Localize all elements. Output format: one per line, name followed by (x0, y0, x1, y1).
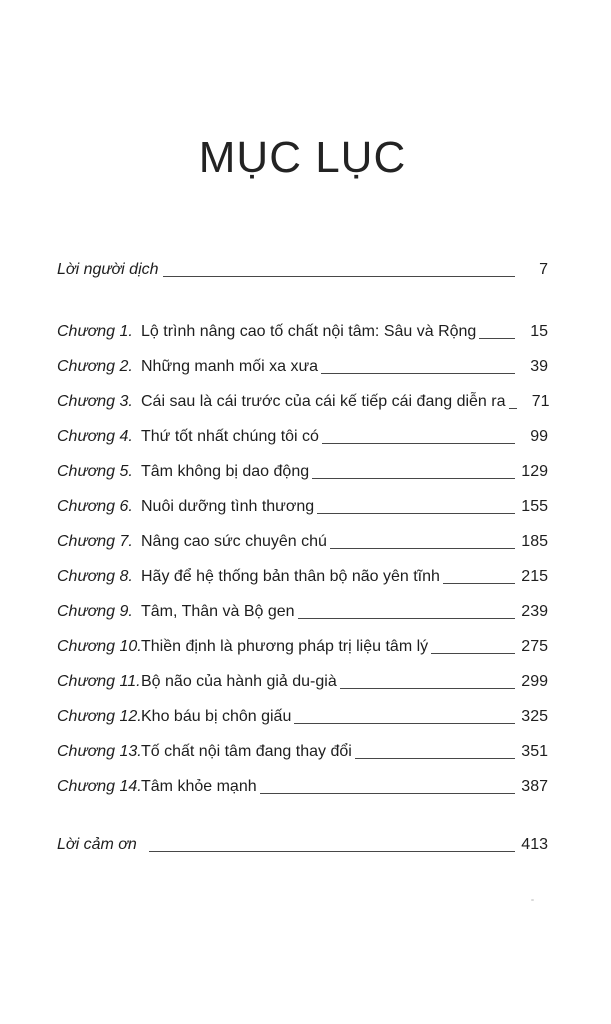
dot-leader (163, 276, 515, 277)
chapter-label: Chương 1. (57, 323, 133, 340)
dot-leader (294, 723, 515, 724)
chapter-label: Chương 14. (57, 778, 142, 795)
dot-leader (312, 478, 515, 479)
toc-entry (57, 742, 548, 762)
toc-entry (57, 672, 548, 692)
page-number: 15 (530, 323, 548, 340)
dot-leader (317, 513, 515, 514)
toc-entry (57, 707, 548, 727)
page-number: 155 (521, 498, 548, 515)
page-number: 39 (530, 358, 548, 375)
chapter-label: Chương 7. (57, 533, 133, 550)
dot-leader (355, 758, 515, 759)
toc-entry-back (57, 835, 548, 855)
chapter-label: Chương 4. (57, 428, 133, 445)
page-number: 413 (521, 836, 548, 853)
chapter-label: Chương 12. (57, 708, 142, 725)
front-matter-label: Lời người dịch (57, 261, 159, 278)
toc-entry (57, 777, 548, 797)
dot-leader (479, 338, 515, 339)
page-number: 215 (521, 568, 548, 585)
chapter-title: Những manh mối xa xưa (141, 358, 319, 375)
dot-leader (340, 688, 515, 689)
chapter-list (57, 322, 548, 797)
page-number: 7 (539, 261, 548, 278)
toc-entry (57, 322, 548, 342)
page-title: MỤC LỤC (198, 133, 407, 182)
chapter-title: Tâm không bị dao động (141, 463, 310, 480)
dot-leader (443, 583, 515, 584)
chapter-title: Hãy để hệ thống bản thân bộ não yên tĩnh (141, 568, 440, 585)
dot-leader (322, 443, 515, 444)
toc-entry (57, 567, 548, 587)
page-number: 185 (521, 533, 548, 550)
chapter-label: Chương 8. (57, 568, 133, 585)
chapter-label: Chương 9. (57, 603, 133, 620)
chapter-title: Thứ tốt nhất chúng tôi có (141, 428, 319, 445)
page-number: 129 (521, 463, 548, 480)
chapter-title: Cái sau là cái trước của cái kế tiếp cái đang diễn ra (141, 393, 506, 410)
chapter-label: Chương 11. (57, 673, 141, 690)
dot-leader (149, 851, 515, 852)
dot-leader (321, 373, 515, 374)
scan-speck (531, 899, 534, 901)
chapter-label: Chương 6. (57, 498, 133, 515)
toc-entry (57, 357, 548, 377)
chapter-title: Tâm, Thân và Bộ gen (141, 603, 295, 620)
page-number: 387 (521, 778, 548, 795)
page-number: 325 (521, 708, 548, 725)
toc-entry (57, 637, 548, 657)
page-number: 275 (521, 638, 548, 655)
chapter-title: Nâng cao sức chuyên chú (141, 533, 327, 550)
back-matter-label: Lời cảm ơn (57, 836, 137, 853)
toc-entry (57, 392, 548, 412)
toc-entry (57, 602, 548, 622)
page-number: 239 (521, 603, 548, 620)
chapter-label: Chương 3. (57, 393, 133, 410)
chapter-title: Tố chất nội tâm đang thay đổi (141, 743, 352, 760)
toc-entry (57, 532, 548, 552)
dot-leader (260, 793, 515, 794)
chapter-label: Chương 13. (57, 743, 142, 760)
page-number: 99 (530, 428, 548, 445)
toc-entry (57, 427, 548, 447)
chapter-label: Chương 2. (57, 358, 133, 375)
chapter-label: Chương 5. (57, 463, 133, 480)
chapter-title: Tâm khỏe mạnh (141, 778, 257, 795)
chapter-title: Bộ não của hành giả du-già (141, 673, 337, 690)
chapter-title: Thiền định là phương pháp trị liệu tâm lý (141, 638, 429, 655)
dot-leader (509, 408, 517, 409)
toc-entry (57, 497, 548, 517)
chapter-label: Chương 10. (57, 638, 142, 655)
dot-leader (431, 653, 515, 654)
page-number: 71 (531, 393, 550, 410)
chapter-title: Lộ trình nâng cao tố chất nội tâm: Sâu và Rộng (141, 323, 477, 340)
chapter-title: Nuôi dưỡng tình thương (141, 498, 315, 515)
dot-leader (330, 548, 515, 549)
page-number: 299 (521, 673, 548, 690)
dot-leader (298, 618, 515, 619)
chapter-title: Kho báu bị chôn giấu (141, 708, 292, 725)
toc-entry-front (57, 260, 548, 280)
toc-entry (57, 462, 548, 482)
page-number: 351 (521, 743, 548, 760)
